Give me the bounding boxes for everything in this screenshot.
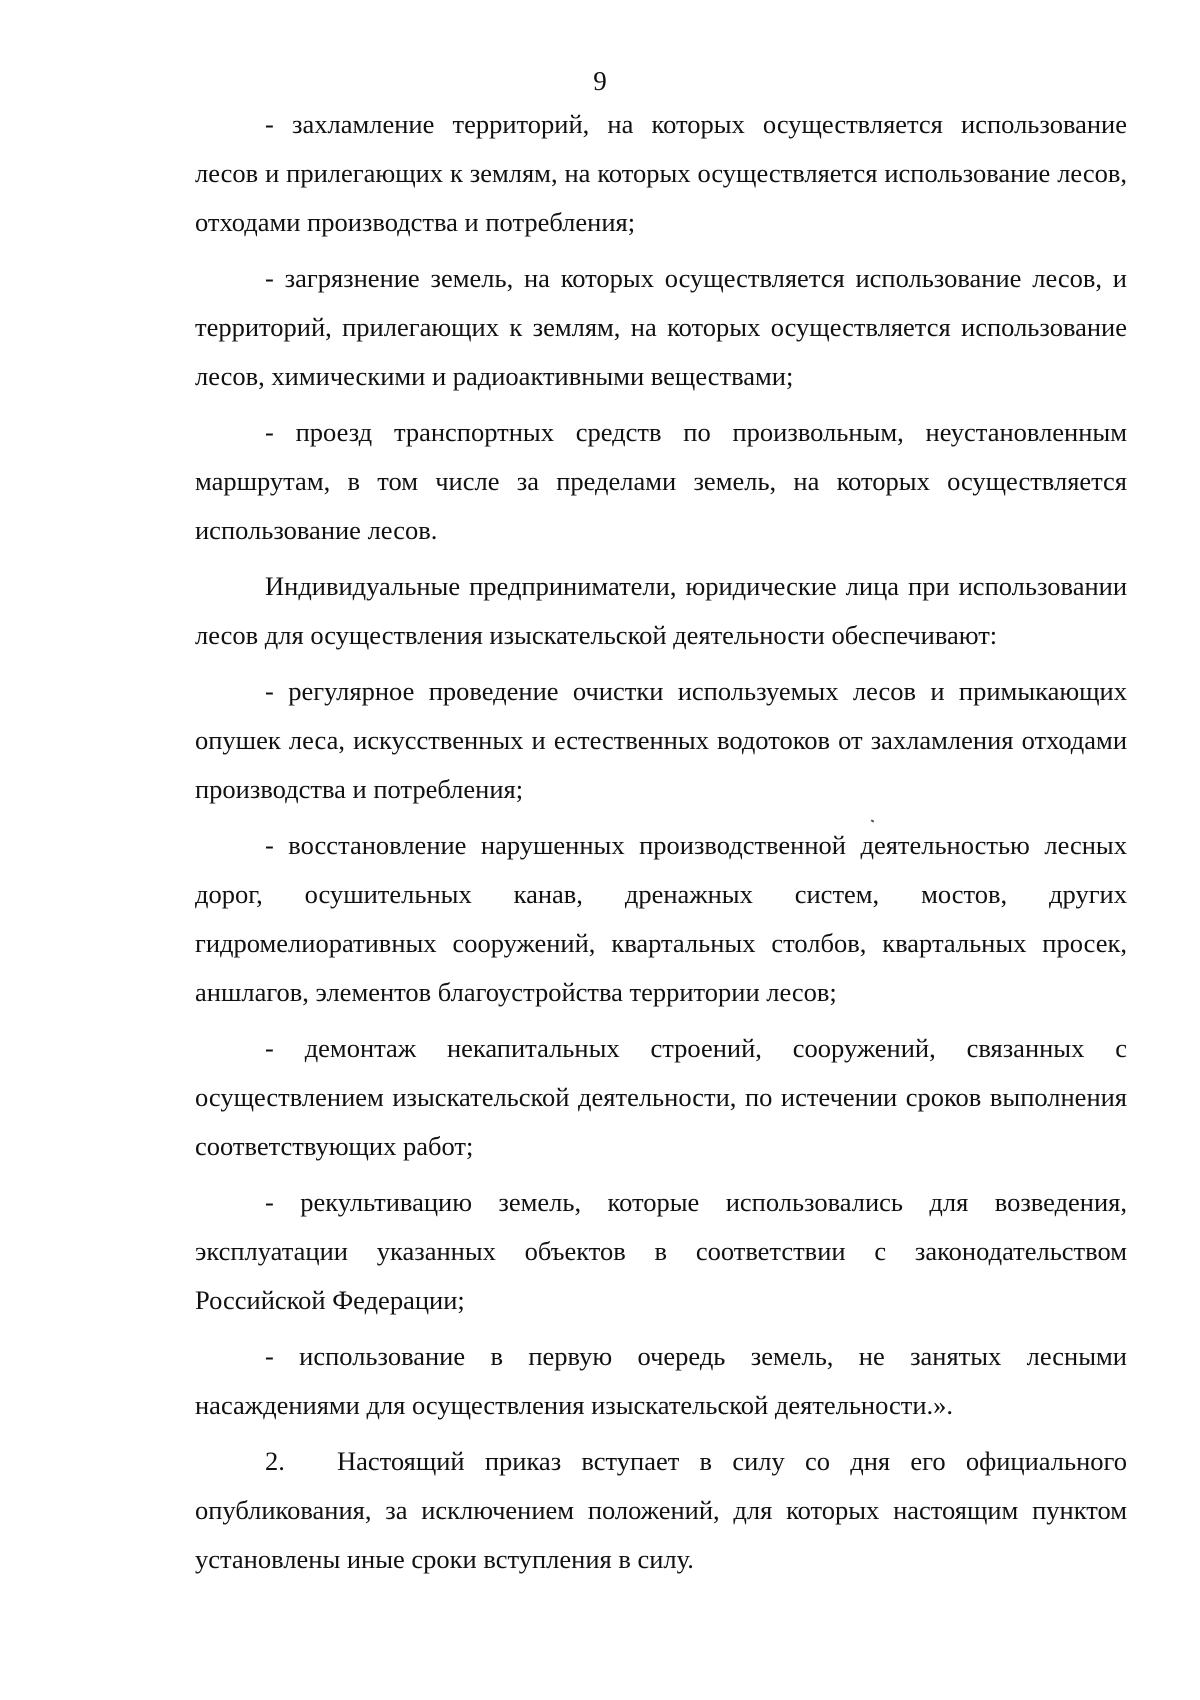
paragraph-vehicle-passage: - проезд транспортных средств по произвольным, неустановленным маршрутам, в том числе за пределами земель, на которых осуществляется использование лесов. [195, 417, 1127, 545]
document-body [195, 100, 1127, 1584]
paragraph-littering: - захламление территорий, на которых осуществляется использование лесов и прилегающих к землям, на которых осуществляется использование лесов, отходами производства и потребления; [195, 109, 1127, 237]
item-text: Настоящий приказ вступает в силу со дня его официального опубликования, за исключением положений, для которых настоящим пунктом установлены иные сроки вступления в силу. [195, 1446, 1127, 1574]
paragraph-pollution: - загрязнение земель, на которых осуществляется использование лесов, и территорий, прилегающих к землям, на которых осуществляется использование лесов, химическими и радиоактивными веществами; [195, 263, 1127, 391]
paragraph-entrepreneurs-ensure: Индивидуальные предприниматели, юридические лица при использовании лесов для осуществления изыскательской деятельности обеспечивают: [195, 571, 1127, 650]
page-number: 9 [593, 66, 607, 96]
item-number: 2. [265, 1446, 285, 1476]
numbered-item-2 [195, 1437, 1127, 1584]
paragraph-restoration: - восстановление нарушенных производственной деятельностью лесных дорог, осушительных канав, дренажных систем, мостов, других гидромелиоративных сооружений, квартальных столбов, квартальных просек, аншлагов, элементов благоустройства территории лесов; [195, 830, 1127, 1007]
paragraph-priority-land-use: - использование в первую очередь земель, не занятых лесными насаждениями для осуществления изыскательской деятельности.». [195, 1341, 1127, 1420]
paragraph-regular-cleaning: - регулярное проведение очистки используемых лесов и примыкающих опушек леса, искусственных и естественных водотоков от захламления отходами производства и потребления; [195, 676, 1127, 804]
paragraph-recultivation: - рекультивацию земель, которые использовались для возведения, эксплуатации указанных объектов в соответствии с законодательством Российской Федерации; [195, 1187, 1127, 1315]
paragraph-dismantling: - демонтаж некапитальных строений, сооружений, связанных с осуществлением изыскательской деятельности, по истечении сроков выполнения соответствующих работ; [195, 1033, 1127, 1161]
